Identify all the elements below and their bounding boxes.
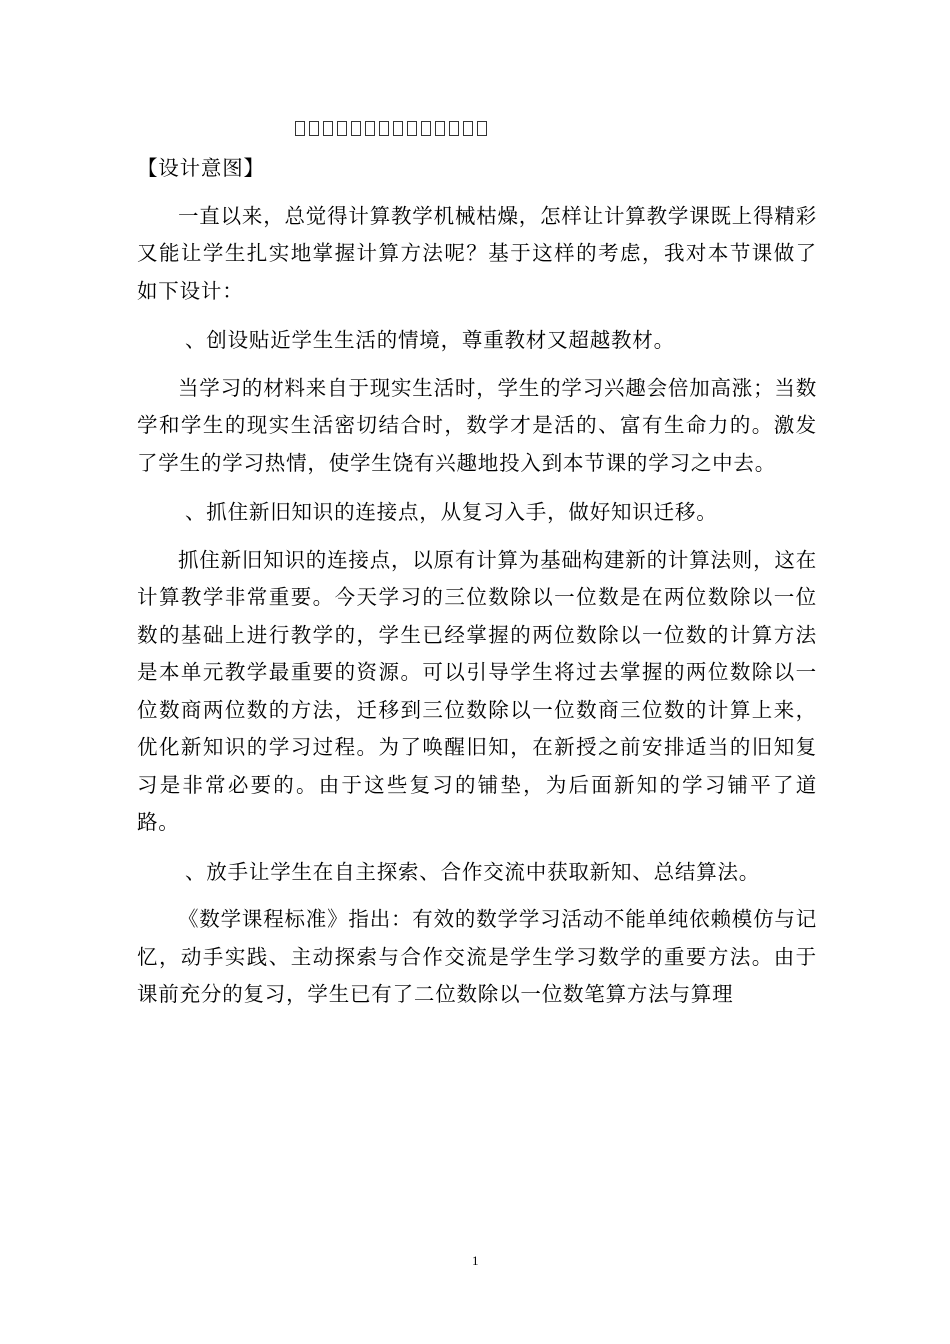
- missing-glyph-box: [449, 121, 459, 136]
- missing-glyph-box: [379, 121, 389, 136]
- missing-glyph-box: [407, 121, 417, 136]
- missing-glyph-box: [477, 121, 487, 136]
- missing-glyph-box: [393, 121, 403, 136]
- missing-glyph-box: [309, 121, 319, 136]
- document-title-placeholder: [295, 116, 495, 140]
- paragraph-2: 抓住新旧知识的连接点，以原有计算为基础构建新的计算法则，这在计算教学非常重要。今天学习的三位数除以一位数是在两位数除以一位数的基础上进行教学的，学生已经掌握的两位数除以一位数的计算方法是本单元教学最重要的资源。可以引导学生将过去掌握的两位数除以一位数商两位数的方法，迁移到三位数除以一位数商三位数的计算上来，优化新知识的学习过程。为了唤醒旧知，在新授之前安排适当的旧知复习是非常必要的。由于这些复习的铺垫，为后面新知的学习铺平了道路。: [137, 547, 817, 834]
- missing-glyph-box: [421, 121, 431, 136]
- section-heading: 【设计意图】: [137, 156, 265, 180]
- missing-glyph-box: [337, 121, 347, 136]
- missing-glyph-box: [463, 121, 473, 136]
- subheading-1: 、创设贴近学生生活的情境，尊重教材又超越教材。: [185, 328, 675, 352]
- document-body: [137, 150, 817, 1014]
- missing-glyph-box: [323, 121, 333, 136]
- paragraph-3: 《数学课程标准》指出：有效的数学学习活动不能单纯依赖模仿与记忆，动手实践、主动探索与合作交流是学生学习数学的重要方法。由于课前充分的复习，学生已有了二位数除以一位数笔算方法与算理: [137, 907, 817, 1006]
- paragraph-intro: 一直以来，总觉得计算教学机械枯燥，怎样让计算教学课既上得精彩又能让学生扎实地掌握计算方法呢？基于这样的考虑，我对本节课做了如下设计：: [137, 203, 817, 303]
- missing-glyph-box: [365, 121, 375, 136]
- missing-glyph-box: [351, 121, 361, 136]
- paragraph-1: 当学习的材料来自于现实生活时，学生的学习兴趣会倍加高涨；当数学和学生的现实生活密切结合时，数学才是活的、富有生命力的。激发了学生的学习热情，使学生饶有兴趣地投入到本节课的学习之中去。: [137, 375, 817, 475]
- page-number: 1: [472, 1253, 479, 1268]
- subheading-3: 、放手让学生在自主探索、合作交流中获取新知、总结算法。: [185, 859, 761, 884]
- missing-glyph-box: [295, 121, 305, 136]
- missing-glyph-box: [435, 121, 445, 136]
- subheading-2: 、抓住新旧知识的连接点，从复习入手，做好知识迁移。: [185, 500, 718, 524]
